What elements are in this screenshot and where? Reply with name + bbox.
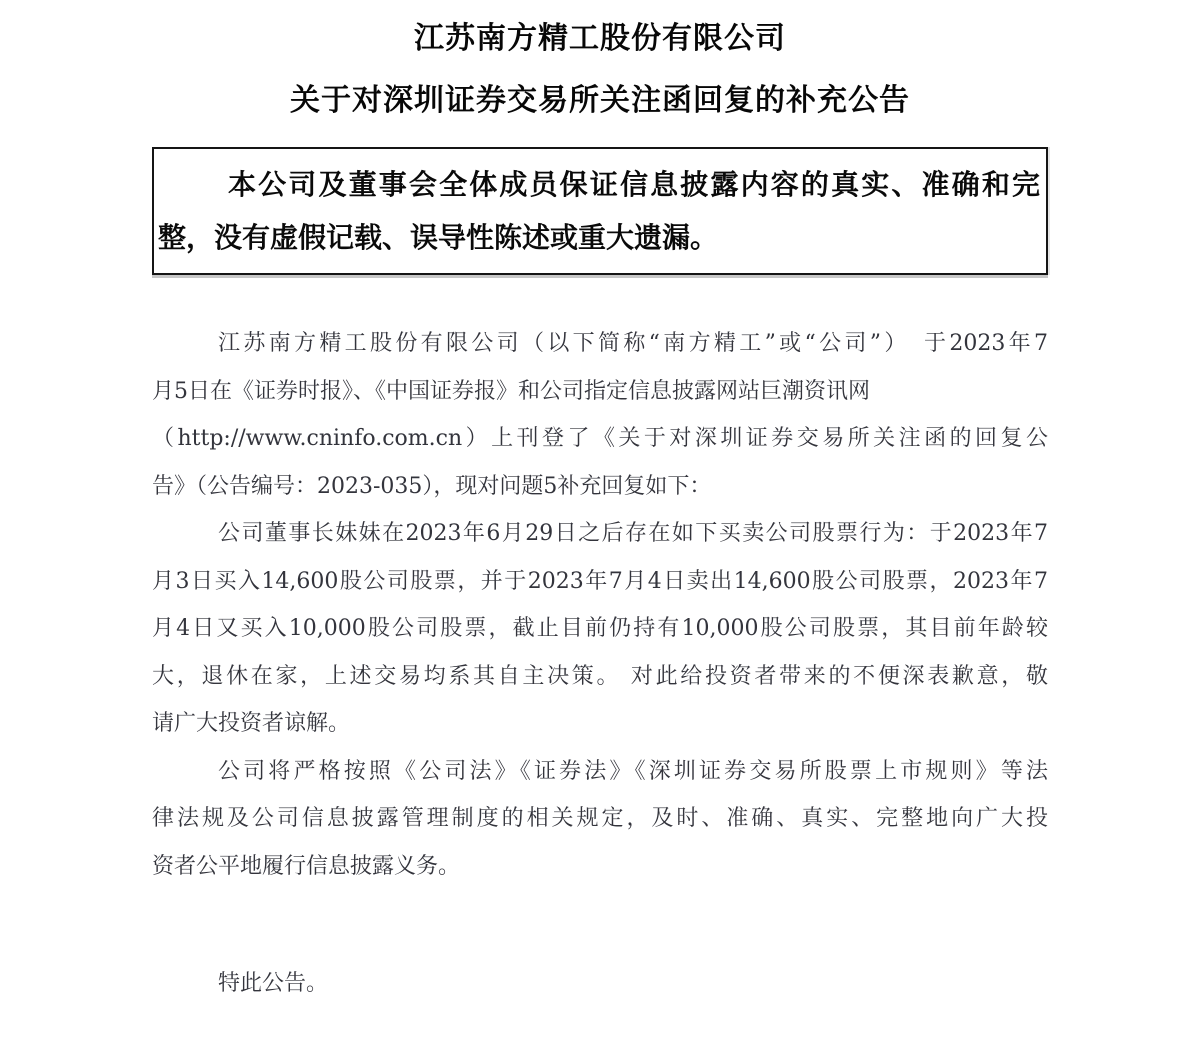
- text-line: 江苏南方精工股份有限公司（以下简称“南方精工”或“公司”） 于2023年7: [218, 331, 1048, 356]
- text-line: 整，没有虚假记载、误导性陈述或重大遗漏。: [158, 221, 719, 254]
- text-line: 律法规及公司信息披露管理制度的相关规定，及时、准确、真实、完整地向广大投: [152, 806, 1048, 831]
- announcement-subtitle: 关于对深圳证券交易所关注函回复的补充公告: [290, 83, 910, 118]
- text-line: 请广大投资者谅解。: [152, 711, 351, 736]
- announcement-body: [152, 320, 1048, 890]
- text-line: 资者公平地履行信息披露义务。: [152, 853, 461, 879]
- text-line: 大，退休在家，上述交易均系其自主决策。 对此给投资者带来的不便深表歉意，敬: [152, 663, 1048, 689]
- body-paragraph-2: [152, 510, 1048, 748]
- integrity-notice-box: [152, 147, 1048, 275]
- text-line: 告》（公告编号：2023-035），现对问题5补充回复如下：: [152, 473, 712, 499]
- text-line: 本公司及董事会全体成员保证信息披露内容的真实、准确和完: [228, 168, 1040, 201]
- text-line: 月5日在《证券时报》、《中国证券报》和公司指定信息披露网站巨潮资讯网: [152, 378, 870, 404]
- text-line: （http://www.cninfo.com.cn）上刊登了《关于对深圳证券交易所关注函的回复公: [152, 426, 1048, 451]
- body-paragraph-1: [152, 320, 1048, 510]
- text-line: 月4日又买入10,000股公司股票，截止目前仍持有10,000股公司股票，其目前年龄较: [152, 616, 1048, 641]
- closing-line: 特此公告。: [218, 971, 329, 996]
- announcement-title: 江苏南方精工股份有限公司: [414, 21, 786, 56]
- text-line: 公司董事长妹妹在2023年6月29日之后存在如下买卖公司股票行为：于2023年7: [218, 521, 1048, 546]
- body-paragraph-3: [152, 748, 1048, 891]
- text-line: 公司将严格按照《公司法》《证券法》《深圳证券交易所股票上市规则》等法: [218, 758, 1048, 784]
- text-line: 月3日买入14,600股公司股票，并于2023年7月4日卖出14,600股公司股票，2023年7: [152, 568, 1048, 594]
